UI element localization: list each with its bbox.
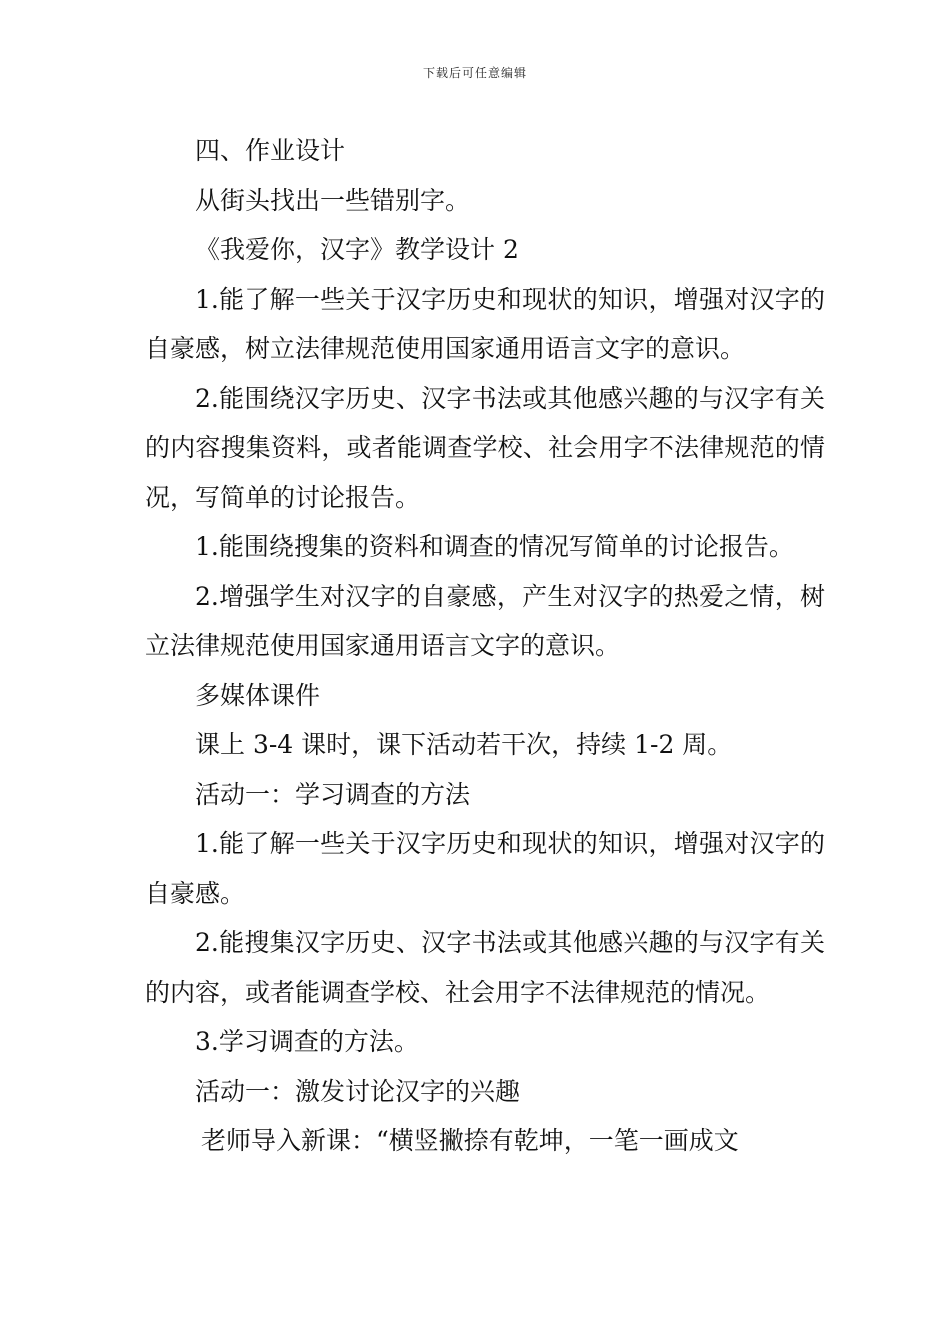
paragraph: 1.能围绕搜集的资料和调查的情况写简单的讨论报告。 (195, 532, 794, 561)
activity-heading: 活动一：学习调查的方法 (195, 779, 471, 809)
document-body (145, 126, 825, 1166)
paragraph: 1.能了解一些关于汉字历史和现状的知识，增强对汉字的自豪感，树立法律规范使用国家通用语言文字的意识。 (145, 284, 825, 363)
document-title: 《我爱你，汉字》教学设计 2 (195, 235, 519, 264)
section-heading-homework: 四、作业设计 (195, 136, 346, 165)
paragraph: 3.学习调查的方法。 (195, 1027, 419, 1056)
paragraph: 1.能了解一些关于汉字历史和现状的知识，增强对汉字的自豪感。 (145, 829, 825, 908)
paragraph: 多媒体课件 (195, 680, 321, 710)
paragraph: 课上 3-4 课时，课下活动若干次，持续 1-2 周。 (195, 730, 733, 759)
paragraph: 2.增强学生对汉字的自豪感，产生对汉字的热爱之情，树立法律规范使用国家通用语言文字的意识。 (145, 581, 825, 660)
header-note: 下载后可任意编辑 (422, 66, 527, 80)
paragraph: 从街头找出一些错别字。 (195, 185, 471, 215)
paragraph: 2.能搜集汉字历史、汉字书法或其他感兴趣的与汉字有关的内容，或者能调查学校、社会用字不法律规范的情况。 (145, 928, 825, 1007)
paragraph: 老师导入新课：“横竖撇捺有乾坤，一笔一画成文 (201, 1126, 739, 1155)
activity-heading: 活动一：激发讨论汉字的兴趣 (195, 1076, 521, 1106)
paragraph: 2.能围绕汉字历史、汉字书法或其他感兴趣的与汉字有关的内容搜集资料，或者能调查学校、社会用字不法律规范的情况，写简单的讨论报告。 (145, 383, 825, 512)
